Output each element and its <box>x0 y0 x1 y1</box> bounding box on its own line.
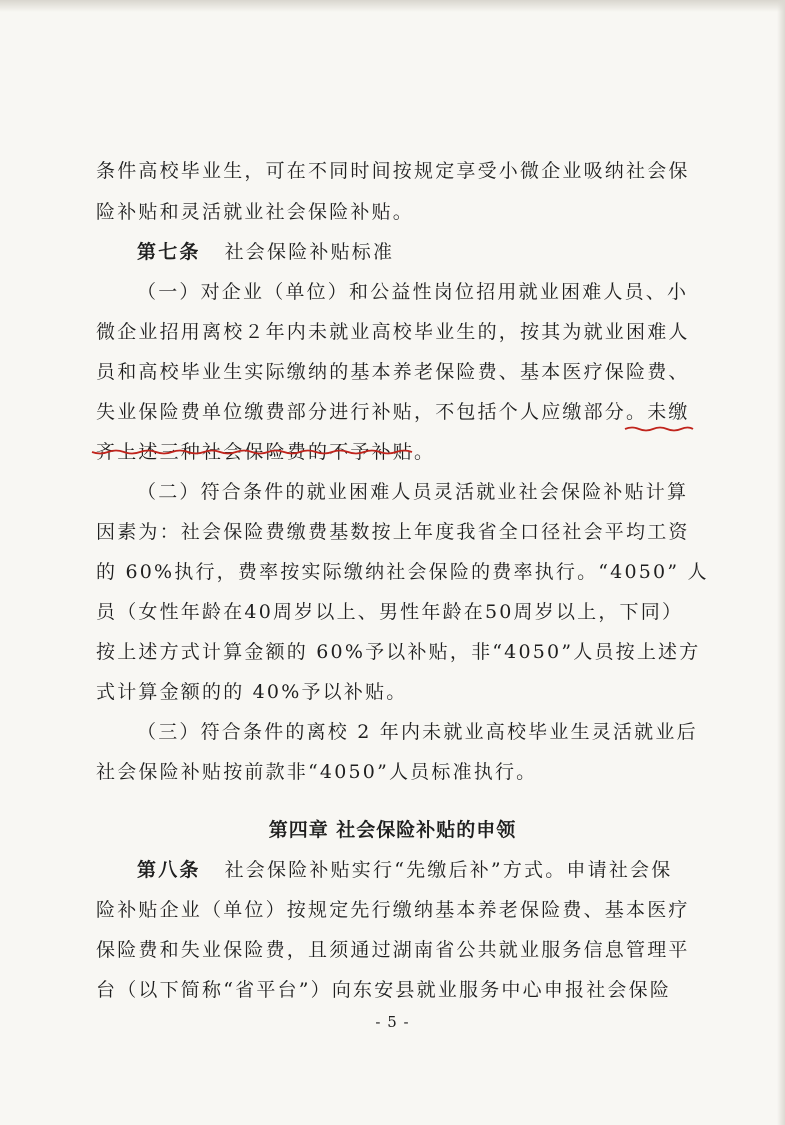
article-8-line <box>137 858 672 882</box>
body-line-12: 按上述方式计算金额的 60%予以补贴，非“4050”人员按上述方 <box>96 641 701 663</box>
article-7-label: 第七条 <box>137 241 201 263</box>
body-line-10: 的 60%执行，费率按实际缴纳社会保险的费率执行。“4050” 人 <box>96 561 709 583</box>
body-line-4: 微企业招用离校２年内未就业高校毕业生的，按其为就业困难人 <box>96 321 690 343</box>
body-line-17: 保险费和失业保险费，且须通过湖南省公共就业服务信息管理平 <box>96 939 690 961</box>
body-line-18: 台（以下简称“省平台”）向东安县就业服务中心申报社会保险 <box>96 979 672 1001</box>
article-8-label: 第八条 <box>137 859 201 881</box>
body-line-14: （三）符合条件的离校 2 年内未就业高校毕业生灵活就业后 <box>137 721 698 743</box>
article-8-text: 社会保险补贴实行“先缴后补”方式。申请社会保 <box>224 859 673 881</box>
body-line-2: 险补贴和灵活就业社会保险补贴。 <box>96 201 415 223</box>
body-line-6: 失业保险费单位缴费部分进行补贴，不包括个人应缴部分。未缴 <box>96 401 690 423</box>
body-line-8: （二）符合条件的就业困难人员灵活就业社会保险补贴计算 <box>137 481 689 503</box>
body-line-1: 条件高校毕业生，可在不同时间按规定享受小微企业吸纳社会保 <box>96 160 690 182</box>
body-line-13: 式计算金额的的 40%予以补贴。 <box>96 681 408 703</box>
body-line-3: （一）对企业（单位）和公益性岗位招用就业困难人员、小 <box>137 281 689 303</box>
body-line-16: 险补贴企业（单位）按规定先行缴纳基本养老保险费、基本医疗 <box>96 899 690 921</box>
body-line-5: 员和高校毕业生实际缴纳的基本养老保险费、基本医疗保险费、 <box>96 361 690 383</box>
article-7-title: 社会保险补贴标准 <box>224 241 395 263</box>
body-line-11: 员（女性年龄在40周岁以上、男性年龄在50周岁以上，下同） <box>96 601 684 623</box>
chapter-4-heading: 第四章 社会保险补贴的申领 <box>268 819 517 841</box>
body-line-7: 齐上述三种社会保险费的不予补贴。 <box>96 441 436 463</box>
page-number: - 5 - <box>375 1013 410 1031</box>
body-line-9: 因素为：社会保险费缴费基数按上年度我省全口径社会平均工资 <box>96 521 690 543</box>
body-line-15: 社会保险补贴按前款非“4050”人员标准执行。 <box>96 761 538 783</box>
